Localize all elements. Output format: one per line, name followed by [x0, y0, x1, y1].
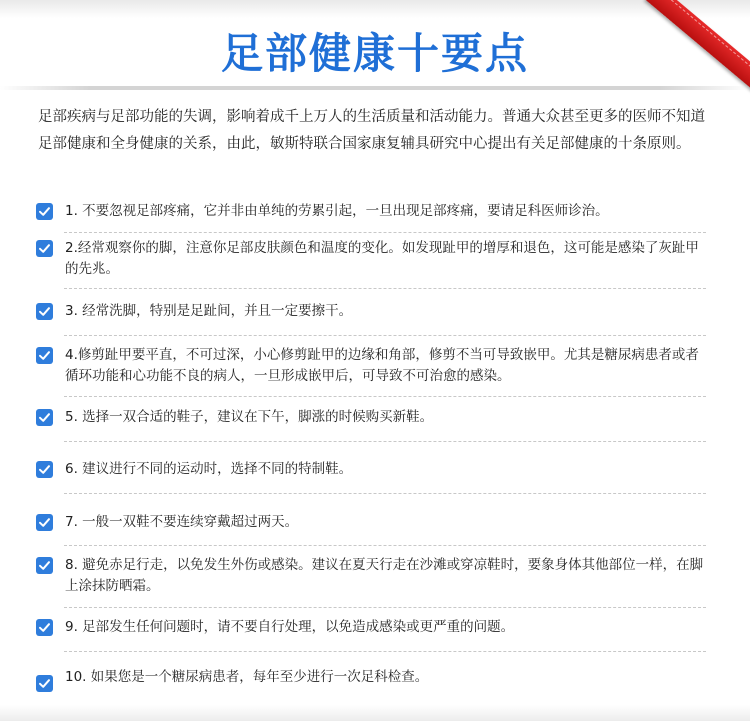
checkbox-checked-icon: [36, 619, 53, 636]
dashed-divider: [64, 288, 706, 289]
checkbox-checked-icon: [36, 303, 53, 320]
checkbox-checked-icon: [36, 203, 53, 220]
top-shadow: [0, 0, 750, 18]
title-divider: [0, 86, 750, 90]
checkbox-checked-icon: [36, 347, 53, 364]
checkbox-checked-icon: [36, 557, 53, 574]
list-item-text: 7. 一般一双鞋不要连续穿戴超过两天。: [65, 514, 299, 530]
dashed-divider: [64, 396, 706, 397]
page-title: 足部健康十要点: [220, 29, 529, 78]
checkbox-checked-icon: [36, 409, 53, 426]
checkbox-checked-icon: [36, 240, 53, 257]
list-item-text: 8. 避免赤足行走，以免发生外伤或感染。建议在夏天行走在沙滩或穿凉鞋时，要象身体其他部位一样，在脚上涂抹防晒霜。: [65, 557, 704, 594]
dashed-divider: [64, 545, 706, 546]
dashed-divider: [64, 441, 706, 442]
list-item-text: 5. 选择一双合适的鞋子，建议在下午，脚涨的时候购买新鞋。: [65, 409, 434, 425]
dashed-divider: [64, 335, 706, 336]
dashed-divider: [64, 232, 706, 233]
checkbox-checked-icon: [36, 675, 53, 692]
list-item-text: 3. 经常洗脚，特别是足趾间，并且一定要擦干。: [65, 303, 353, 319]
list-item-text: 2.经常观察你的脚，注意你足部皮肤颜色和温度的变化。如发现趾甲的增厚和退色，这可能是感染了灰趾甲的先兆。: [65, 240, 699, 277]
list-item-text: 9. 足部发生任何问题时，请不要自行处理，以免造成感染或更严重的问题。: [65, 619, 515, 635]
list-item-text: 6. 建议进行不同的运动时，选择不同的特制鞋。: [65, 461, 353, 477]
bottom-shadow: [0, 705, 750, 721]
intro-paragraph: 足部疾病与足部功能的失调，影响着成千上万人的生活质量和活动能力。普通大众甚至更多的医师不知道足部健康和全身健康的关系，由此，敏斯特联合国家康复辅具研究中心提出有关足部健康的十条原则。: [38, 109, 705, 152]
title-area: [0, 28, 750, 86]
list-item-text: 4.修剪趾甲要平直，不可过深，小心修剪趾甲的边缘和角部，修剪不当可导致嵌甲。尤其是糖尿病患者或者循环功能和心功能不良的病人，一旦形成嵌甲后，可导致不可治愈的感染。: [65, 347, 699, 384]
checkbox-checked-icon: [36, 461, 53, 478]
dashed-divider: [64, 493, 706, 494]
dashed-divider: [64, 651, 706, 652]
dashed-divider: [64, 607, 706, 608]
list-item-text: 10. 如果您是一个糖尿病患者，每年至少进行一次足科检查。: [65, 669, 429, 685]
list-item-text: 1. 不要忽视足部疼痛，它并非由单纯的劳累引起，一旦出现足部疼痛，要请足科医师诊治。: [65, 203, 609, 219]
checkbox-checked-icon: [36, 514, 53, 531]
